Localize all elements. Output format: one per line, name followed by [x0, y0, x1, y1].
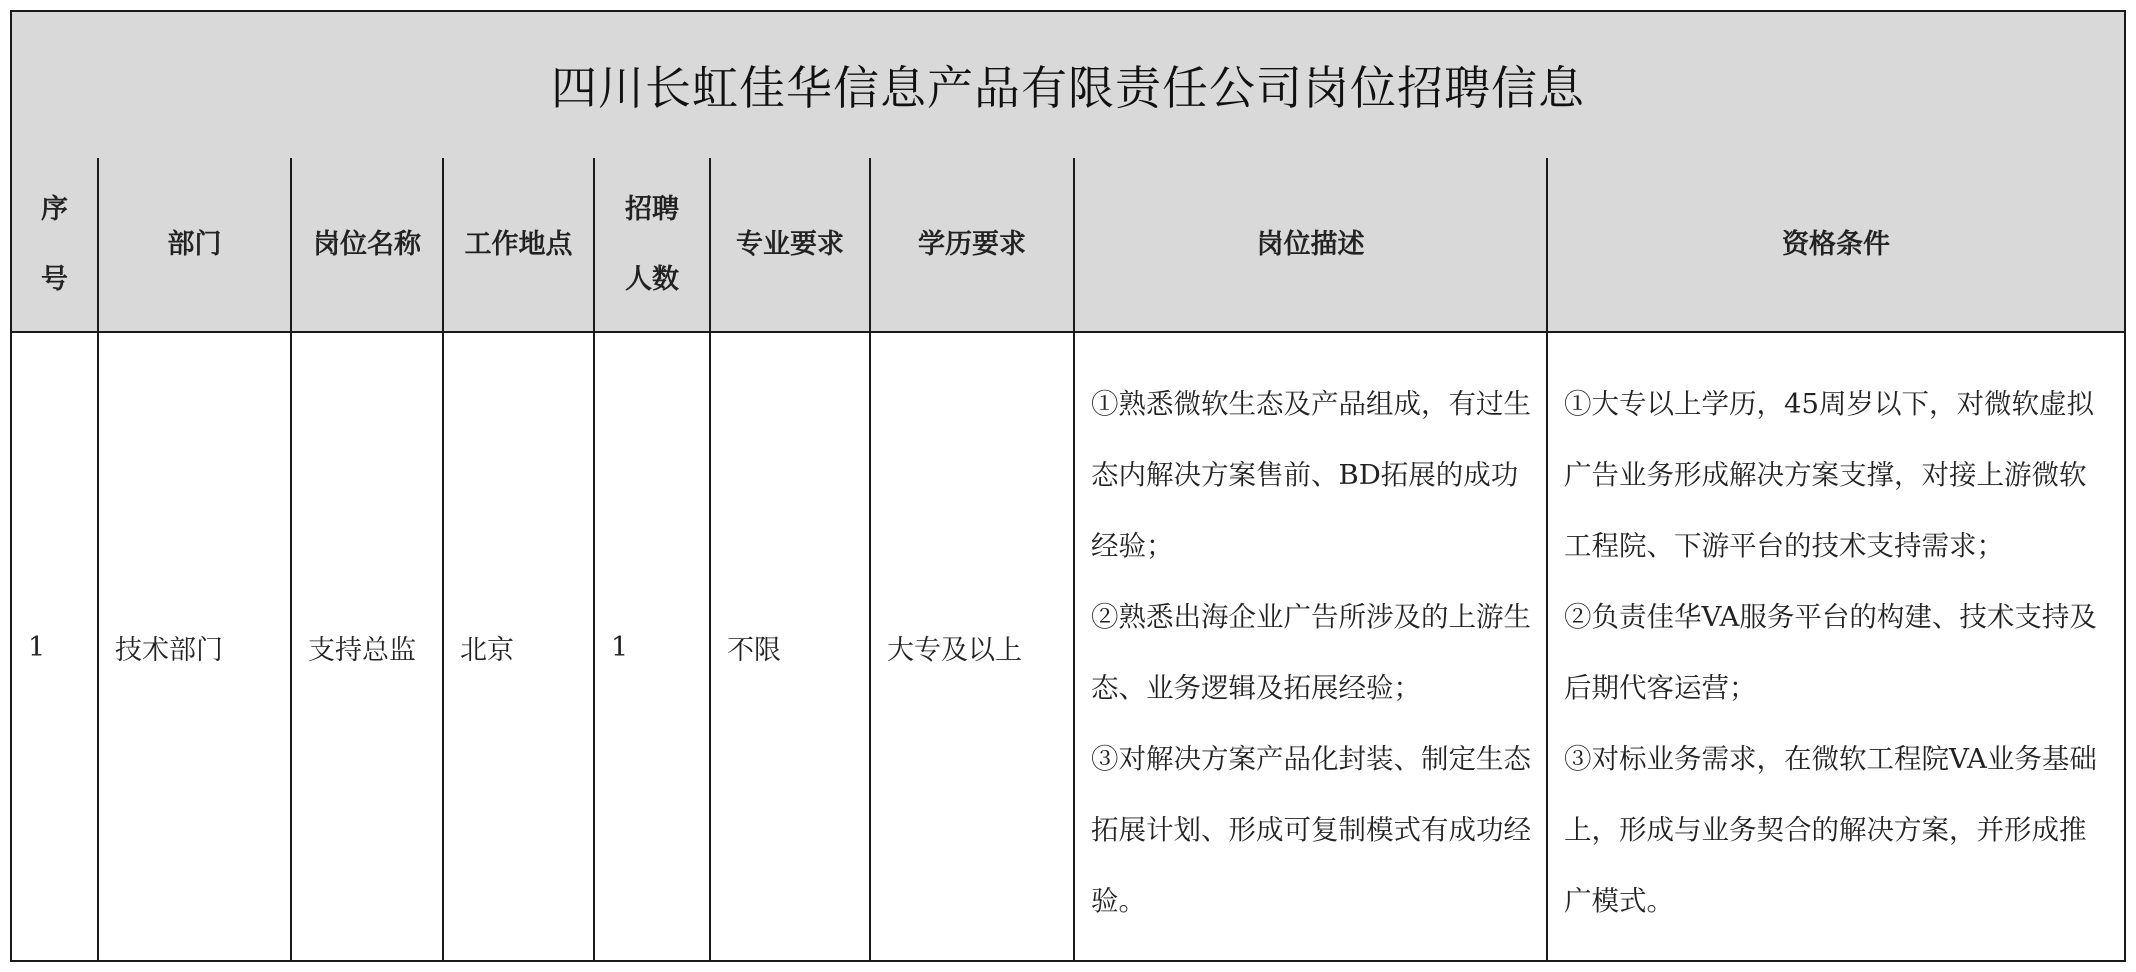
- header-education: 学历要求: [870, 158, 1074, 332]
- recruitment-sheet: [10, 10, 2126, 962]
- qualification-item: ②负责佳华VA服务平台的构建、技术支持及后期代客运营；: [1564, 601, 2097, 704]
- header-department: 部门: [98, 158, 291, 332]
- qualification-item: ①大专以上学历，45周岁以下，对微软虚拟广告业务形成解决方案支撑，对接上游微软工程院、下游平台的技术支持需求；: [1564, 388, 2094, 562]
- description-item: ②熟悉出海企业广告所涉及的上游生态、业务逻辑及拓展经验；: [1091, 601, 1531, 704]
- cell-location: 北京: [443, 332, 594, 962]
- table-row: [12, 332, 2124, 962]
- header-position: 岗位名称: [291, 158, 443, 332]
- header-headcount: [594, 158, 710, 332]
- header-row: [12, 158, 2124, 332]
- cell-major: 不限: [710, 332, 870, 962]
- title-row: [12, 12, 2124, 160]
- cell-index: 1: [12, 332, 98, 962]
- description-item: ③对解决方案产品化封装、制定生态拓展计划、形成可复制模式有成功经验。: [1091, 743, 1531, 917]
- cell-headcount: 1: [594, 332, 710, 962]
- header-index: [12, 158, 98, 332]
- cell-department: 技术部门: [98, 332, 291, 962]
- header-description: 岗位描述: [1074, 158, 1547, 332]
- header-major: 专业要求: [710, 158, 870, 332]
- header-index-line1: 序: [41, 193, 68, 225]
- cell-qualifications: [1547, 332, 2124, 962]
- header-headcount-line2: 人数: [625, 263, 679, 295]
- description-item: ①熟悉微软生态及产品组成，有过生态内解决方案售前、BD拓展的成功经验；: [1091, 388, 1531, 562]
- header-location: 工作地点: [443, 158, 594, 332]
- cell-description: [1074, 332, 1547, 962]
- recruitment-table: [12, 158, 2124, 962]
- cell-position: 支持总监: [291, 332, 443, 962]
- header-index-line2: 号: [41, 263, 68, 295]
- header-headcount-line1: 招聘: [625, 193, 679, 225]
- header-qualifications: 资格条件: [1547, 158, 2124, 332]
- cell-education: 大专及以上: [870, 332, 1074, 962]
- page-title: 四川长虹佳华信息产品有限责任公司岗位招聘信息: [551, 61, 1585, 115]
- qualification-item: ③对标业务需求，在微软工程院VA业务基础上，形成与业务契合的解决方案，并形成推广模式。: [1564, 743, 2097, 917]
